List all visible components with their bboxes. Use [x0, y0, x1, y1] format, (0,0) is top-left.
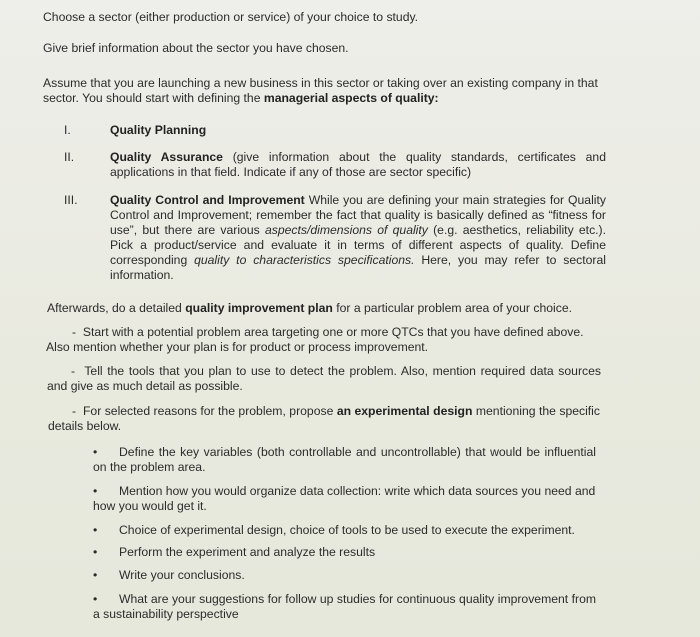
- bullet-icon: •: [93, 545, 98, 559]
- item-3-number: III.: [64, 193, 78, 207]
- bullet-item-1: [93, 445, 596, 475]
- bullet-item-4-text: Perform the experiment and analyze the results: [119, 545, 376, 559]
- item-1-number: I.: [64, 123, 71, 137]
- dash-item-3: [48, 404, 600, 434]
- bullet-item-2: [93, 484, 596, 514]
- bullet-item-1-text: Define the key variables (both controllable and uncontrollable) that would be influential on the problem area.: [93, 445, 596, 474]
- bullet-icon: •: [93, 568, 98, 582]
- item-3: [110, 193, 606, 283]
- item-3-text-d: quality to characteristics specifications.: [194, 253, 415, 267]
- dash-item-3-text-a: For selected reasons for the problem, propose: [82, 404, 337, 418]
- dash-marker: -: [72, 325, 83, 339]
- item-2-number: II.: [64, 150, 75, 164]
- item-3-text-c: (e.g. aesthetics, reliability etc.). Pick a product/service and evaluate it in terms of different aspects of quality. Define corresponding: [110, 223, 606, 267]
- bullet-icon: •: [93, 592, 98, 606]
- bullet-item-5-text: Write your conclusions.: [119, 568, 245, 582]
- bullet-item-6: [93, 592, 596, 622]
- bullet-item-6-text: What are your suggestions for follow up studies for continuous quality improvement from a sustainability perspective: [93, 592, 596, 621]
- bullet-item-3-text: Choice of experimental design, choice of tools to be used to execute the experiment.: [119, 523, 575, 537]
- bullet-item-5: [93, 568, 596, 583]
- assume-bold: managerial aspects of quality:: [263, 91, 439, 105]
- dash-item-2-text: Tell the tools that you plan to use to detect the problem. Also, mention required data sources and give as much detail as possible.: [47, 364, 601, 393]
- afterwards-line: [47, 301, 572, 316]
- assume-text: Assume that you are launching a new business in this sector or taking over an existing company in that sector. You should start with defining the: [43, 76, 598, 105]
- item-3-text-a: While you are defining your main strategies for Quality Control and Improvement; remember the fact that quality is basically defined as “fitness for use”, but there are various: [110, 193, 606, 237]
- dash-marker: -: [71, 364, 85, 378]
- dash-item-1-text: Start with a potential problem area targeting one or more QTCs that you have defined above. Also mention whether your plan is for product or process improvement.: [46, 325, 584, 354]
- bullet-icon: •: [93, 523, 98, 537]
- bullet-item-3: [93, 523, 596, 538]
- item-3-text-e: Here, you may refer to sectoral information.: [110, 253, 606, 282]
- bullet-item-4: [93, 545, 596, 560]
- item-1: [110, 123, 606, 138]
- dash-item-1: [46, 325, 602, 355]
- dash-item-3-bold: an experimental design: [336, 404, 473, 418]
- dash-item-3-text-c: mentioning the specific details below.: [48, 404, 600, 433]
- afterwards-text-c: for a particular problem area of your choice.: [332, 301, 572, 315]
- afterwards-bold: quality improvement plan: [185, 301, 333, 315]
- item-2-title: Quality Assurance: [110, 150, 223, 164]
- item-2: [110, 150, 606, 180]
- item-3-title: Quality Control and Improvement: [110, 193, 305, 207]
- dash-marker: -: [72, 404, 83, 418]
- item-2-text: (give information about the quality standards, certificates and applications in that field. Indicate if any of those are sector specific): [110, 150, 606, 179]
- item-3-text-b: aspects/dimensions of quality: [264, 223, 428, 237]
- bullet-icon: •: [93, 445, 98, 459]
- bullet-item-2-text: Mention how you would organize data collection: write which data sources you need and how you would get it.: [93, 484, 596, 513]
- bullet-icon: •: [93, 484, 98, 498]
- intro-line-1: Choose a sector (either production or service) of your choice to study.: [43, 10, 419, 24]
- item-1-title: Quality Planning: [110, 123, 207, 137]
- assume-paragraph: [43, 76, 608, 106]
- intro-line-2: Give brief information about the sector you have chosen.: [43, 41, 349, 55]
- dash-item-2: [47, 364, 601, 394]
- afterwards-text-a: Afterwards, do a detailed: [47, 301, 186, 315]
